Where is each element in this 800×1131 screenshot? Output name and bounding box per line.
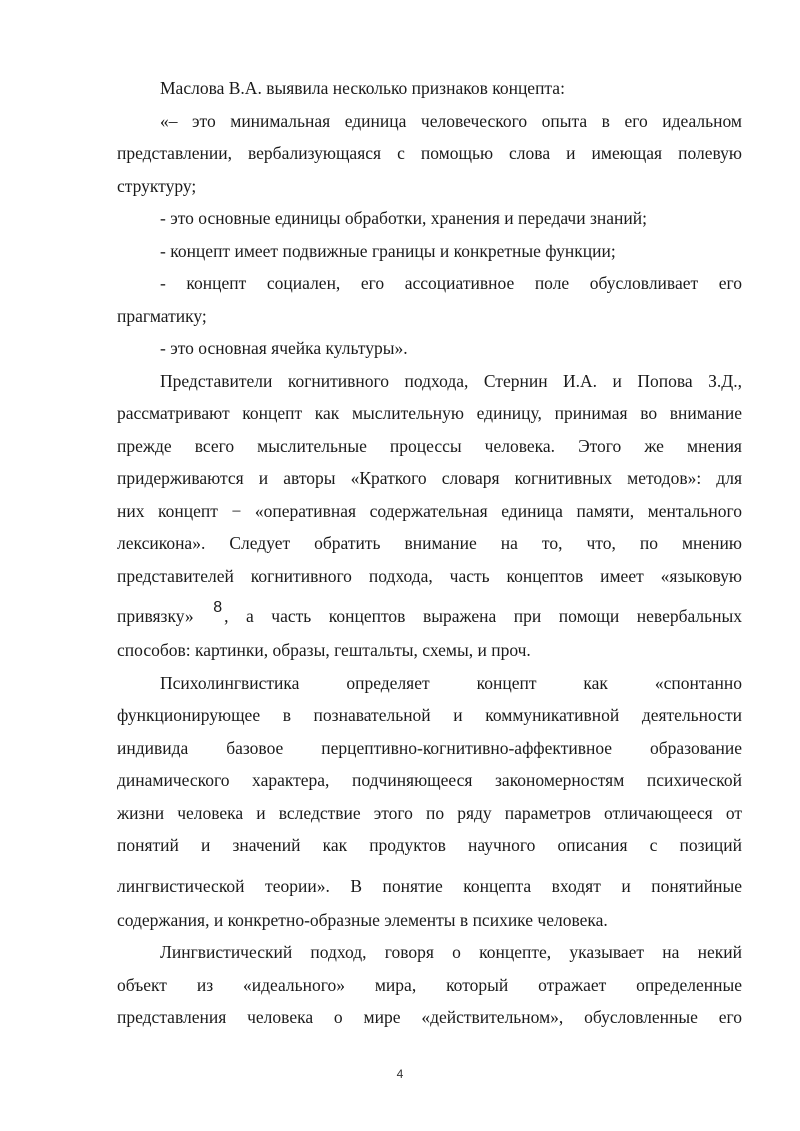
text-line: индивида базовое перцептивно-когнитивно-аффективное образование [117,737,742,758]
text-line: жизни человека и вследствие этого по ряду параметров отличающееся от [117,802,742,823]
text-line: представлении, вербализующаяся с помощью слова и имеющая полевую [117,143,742,163]
text-line: прежде всего мыслительные процессы человека. Этого же мнения [117,435,742,456]
page-number: 4 [396,1067,404,1081]
text-line: «– это минимальная единица человеческого опыта в его идеальном [160,110,742,131]
text-line: представления человека о мире «действительном», обусловленные его [117,1007,742,1027]
text-line: прагматику; [117,305,207,326]
text-line: Психолингвистика определяет концепт как «спонтанно [160,672,742,693]
text-line: объект из «идеального» мира, который отражает определенные [117,974,742,995]
text-line: структуру; [117,175,197,196]
text-line-with-footnote [117,592,742,634]
text-line: Маслова В.А. выявила несколько признаков концепта: [160,78,565,98]
text-line: функционирующее в познавательной и коммуникативной деятельности [117,705,742,725]
list-item: - концепт социален, его ассоциативное поле обусловливает его [160,273,742,293]
text-line: представителей когнитивного подхода, часть концептов имеет «языковую [117,565,742,586]
list-item: - концепт имеет подвижные границы и конкретные функции; [160,240,616,261]
text-line: лингвистической теории». В понятие концепта входят и понятийные [117,875,742,896]
text-line: придерживаются и авторы «Краткого словаря когнитивных методов»: для [117,468,742,488]
text-line: рассматривают концепт как мыслительную единицу, принимая во внимание [117,403,742,423]
text-line: Представители когнитивного подхода, Стернин И.А. и Попова З.Д., [160,370,742,391]
list-item: - это основная ячейка культуры». [160,338,408,358]
text-line: динамического характера, подчиняющееся закономерностям психической [117,770,742,790]
text-line: понятий и значений как продуктов научного описания с позиций [117,835,742,855]
text-line: них концепт − «оперативная содержательная единица памяти, ментального [117,500,742,521]
footnote-reference[interactable]: 8 [213,599,223,616]
text-fragment: , а часть концептов выражена при помощи невербальных [224,606,742,626]
text-fragment: привязку» [117,606,194,626]
text-line: содержания, и конкретно-образные элементы в психике человека. [117,909,608,930]
document-body [117,72,742,1034]
text-line: способов: картинки, образы, гештальты, схемы, и проч. [117,640,531,660]
list-item: - это основные единицы обработки, хранения и передачи знаний; [160,208,647,228]
text-line: Лингвистический подход, говоря о концепте, указывает на некий [160,942,742,962]
text-line: лексикона». Следует обратить внимание на то, что, по мнению [117,533,742,553]
